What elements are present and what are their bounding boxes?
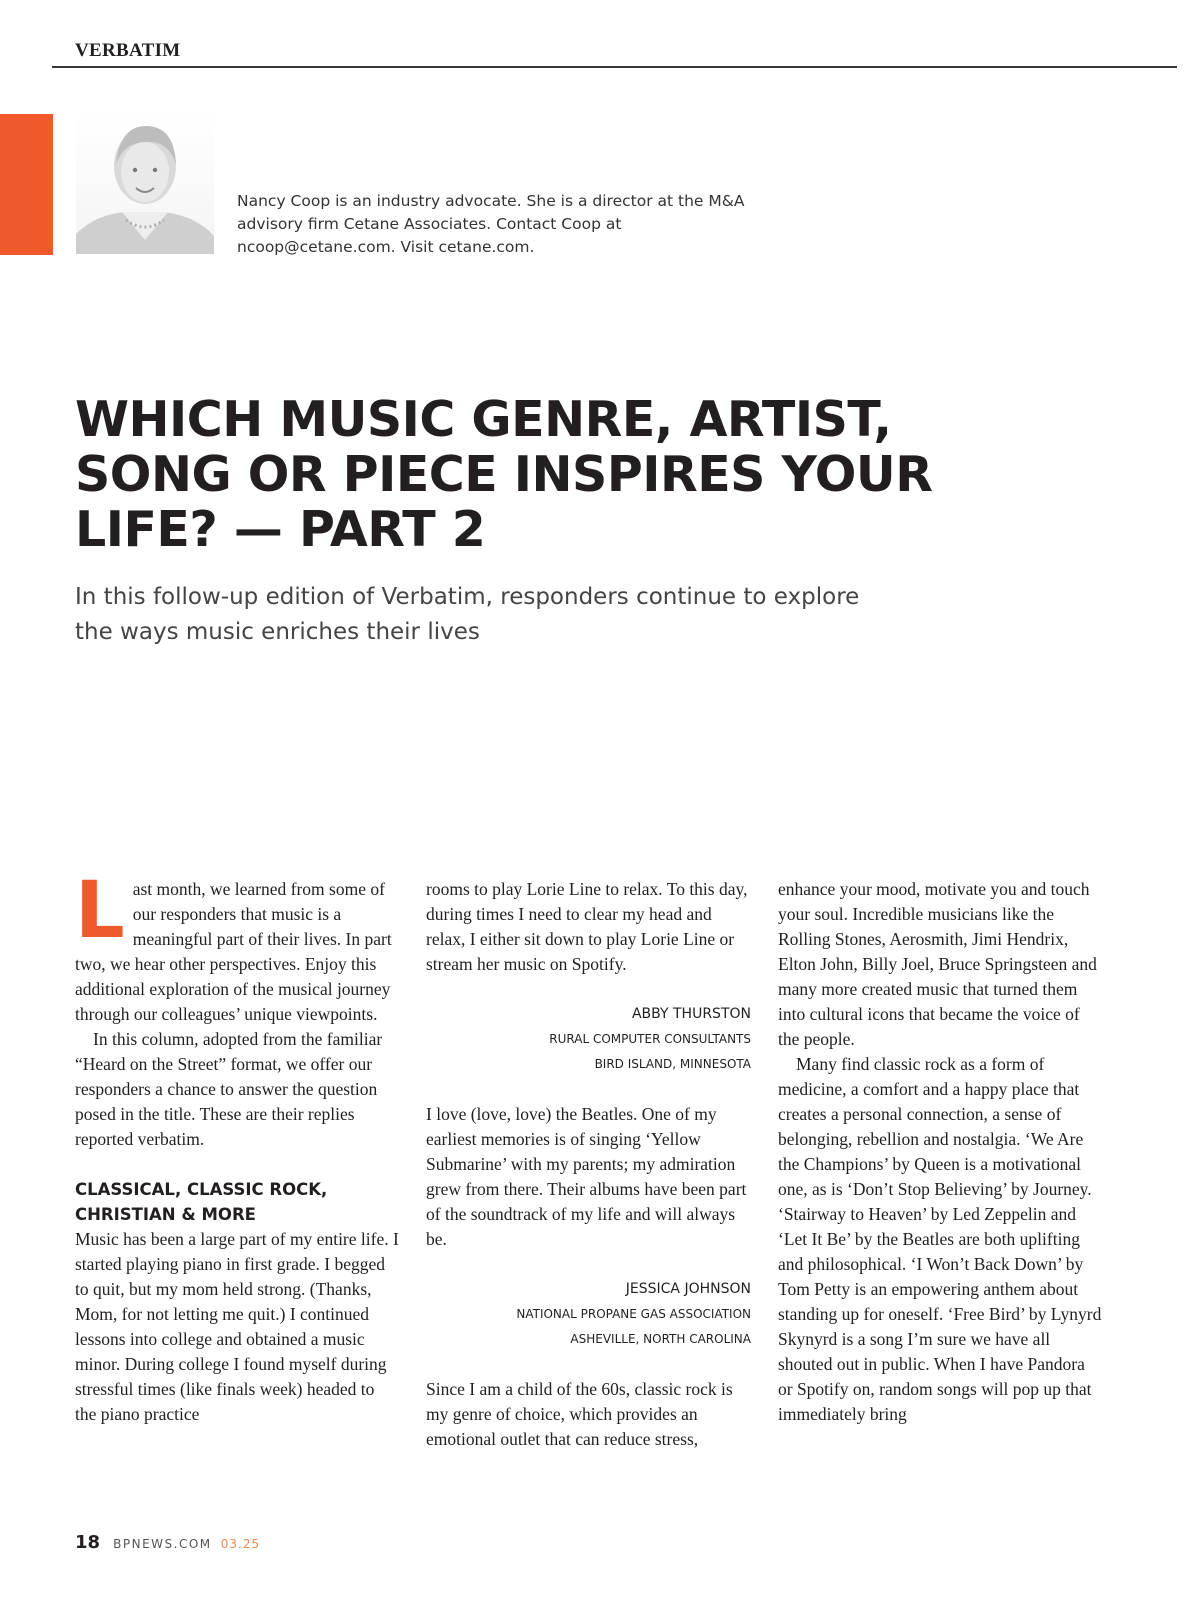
page-footer	[75, 1532, 260, 1553]
intro-paragraph-2: In this column, adopted from the familiar “Heard on the Street” format, we offer our responders a chance to answer the question posed in the title. These are their replies reported verbatim.	[75, 1029, 383, 1149]
attribution-2	[426, 1277, 751, 1352]
drop-cap: L	[75, 866, 125, 956]
author-bio: Nancy Coop is an industry advocate. She is a director at the M&A advisory firm Cetane Associates. Contact Coop at ncoop@cetane.com. Visit cetane.com.	[237, 192, 745, 256]
attribution-1-location: BIRD ISLAND, MINNESOTA	[594, 1057, 751, 1071]
footer-issue: 03.25	[220, 1537, 261, 1551]
header-rule	[52, 66, 1177, 68]
article-column-1	[75, 866, 400, 1427]
response-2: I love (love, love) the Beatles. One of my earliest memories is of singing ‘Yellow Submarine’ with my parents; my admiration grew from there. Their albums have been part of the soundtrack of my life and will always be.	[426, 1104, 747, 1249]
article-column-2	[426, 877, 751, 1452]
intro-paragraph-1	[75, 866, 400, 1027]
section-subhead: CLASSICAL, CLASSIC ROCK, CHRISTIAN & MORE	[75, 1180, 328, 1224]
attribution-2-company: NATIONAL PROPANE GAS ASSOCIATION	[516, 1307, 751, 1321]
accent-bar	[0, 114, 53, 255]
response-1-end: rooms to play Lorie Line to relax. To this day, during times I need to clear my head and relax, I either sit down to play Lorie Line or stream her music on Spotify.	[426, 879, 748, 974]
section-label: VERBATIM	[75, 40, 181, 61]
article-column-3	[778, 877, 1103, 1427]
page-number: 18	[75, 1532, 101, 1553]
response-3-start: Since I am a child of the 60s, classic rock is my genre of choice, which provides an emotional outlet that can reduce stress,	[426, 1379, 733, 1449]
attribution-2-name: JESSICA JOHNSON	[625, 1281, 751, 1297]
attribution-2-location: ASHEVILLE, NORTH CAROLINA	[570, 1332, 751, 1346]
article-headline: WHICH MUSIC GENRE, ARTIST, SONG OR PIECE INSPIRES YOUR LIFE? — PART 2	[75, 391, 933, 558]
footer-site: BPNEWS.COM	[113, 1537, 212, 1551]
article-dek: In this follow-up edition of Verbatim, responders continue to explore the ways music enriches their lives	[75, 584, 860, 645]
attribution-1-name: ABBY THURSTON	[631, 1006, 751, 1022]
attribution-1	[426, 1002, 751, 1077]
author-portrait	[76, 112, 214, 254]
response-3-paragraph-2: Many find classic rock as a form of medicine, a comfort and a happy place that creates a personal connection, a sense of belonging, rebellion and nostalgia. ‘We Are the Champions’ by Queen is a motivational one, as is ‘Don’t Stop Believing’ by Journey. ‘Stairway to Heaven’ by Led Zeppelin and ‘Let It Be’ by the Beatles are both uplifting and philosophical. ‘I Won’t Back Down’ by Tom Petty is an empowering anthem about standing up for oneself. ‘Free Bird’ by Lynyrd Skynyrd is a song I’m sure we have all shouted out in public. When I have Pandora or Spotify on, random songs will pop up that immediately bring	[778, 1054, 1102, 1424]
attribution-1-company: RURAL COMPUTER CONSULTANTS	[549, 1032, 751, 1046]
response-1-start: Music has been a large part of my entire life. I started playing piano in first grade. I begged to quit, but my mom held strong. (Thanks, Mom, for not letting me quit.) I continued lessons into college and obtained a music minor. During college I found myself during stressful times (like finals week) headed to the piano practice	[75, 1229, 399, 1424]
response-3-paragraph-1: enhance your mood, motivate you and touch your soul. Incredible musicians like the Rolling Stones, Aerosmith, Jimi Hendrix, Elton John, Billy Joel, Bruce Springsteen and many more created music that turned them into cultural icons that became the voice of the people.	[778, 879, 1097, 1049]
intro-text-1: ast month, we learned from some of our responders that music is a meaningful part of their lives. In part two, we hear other perspectives. Enjoy this additional exploration of the musical journey through our colleagues’ unique viewpoints.	[75, 879, 392, 1024]
